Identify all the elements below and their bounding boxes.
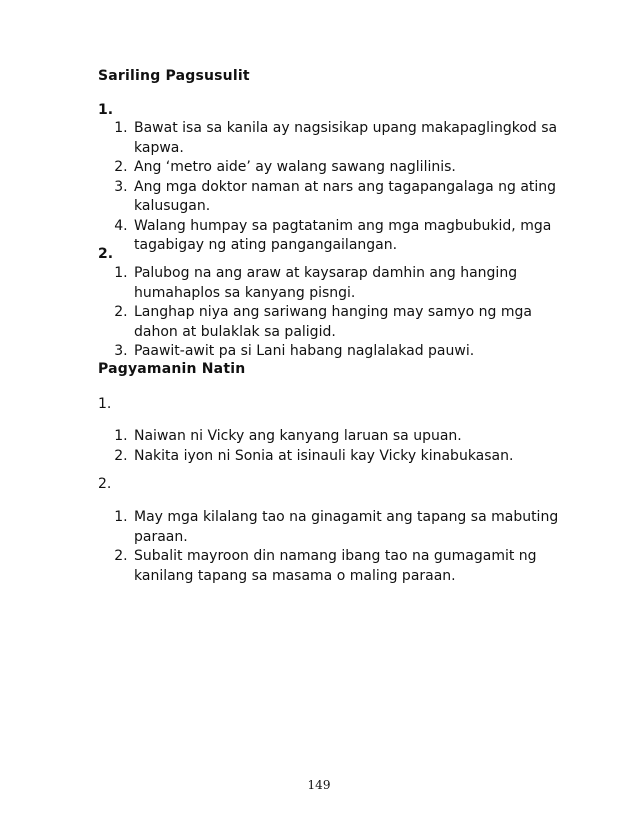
answer-list — [98, 427, 572, 466]
list-item: 2. Langhap niya ang sariwang hanging may samyo ng mga dahon at bulaklak sa paligid. — [132, 303, 572, 342]
answer-list — [98, 508, 572, 586]
list-item: 1. May mga kilalang tao na ginagamit ang tapang sa mabuting paraan. — [132, 508, 572, 547]
list-item: 2. Nakita iyon ni Sonia at isinauli kay Vicky kinabukasan. — [132, 447, 572, 467]
list-item: 4. Walang humpay sa pagtatanim ang mga magbubukid, mga tagabigay ng ating pangangailangan. — [132, 217, 572, 256]
list-item: 3. Ang mga doktor naman at nars ang tagapangalaga ng ating kalusugan. — [132, 178, 572, 217]
list-item: 2. Ang ‘metro aide’ ay walang sawang naglilinis. — [132, 158, 572, 178]
list-item: 2. Subalit mayroon din namang ibang tao na gumagamit ng kanilang tapang sa masama o maling paraan. — [132, 547, 572, 586]
group-number: 2. — [98, 476, 112, 492]
answer-list — [98, 119, 572, 256]
section-title-sariling-pagsusulit: Sariling Pagsusulit — [98, 68, 250, 84]
group-number: 1. — [98, 102, 114, 118]
group-number: 1. — [98, 396, 112, 412]
list-item: 1. Palubog na ang araw at kaysarap damhin ang hanging humahaplos sa kanyang pisngi. — [132, 264, 572, 303]
section-title-pagyamanin-natin: Pagyamanin Natin — [98, 361, 246, 377]
list-item: 1. Naiwan ni Vicky ang kanyang laruan sa upuan. — [132, 427, 572, 447]
answer-list — [98, 264, 572, 362]
list-item: 3. Paawit-awit pa si Lani habang naglalakad pauwi. — [132, 342, 572, 362]
list-item: 1. Bawat isa sa kanila ay nagsisikap upang makapaglingkod sa kapwa. — [132, 119, 572, 158]
page-number: 149 — [307, 778, 331, 792]
group-number: 2. — [98, 246, 114, 262]
